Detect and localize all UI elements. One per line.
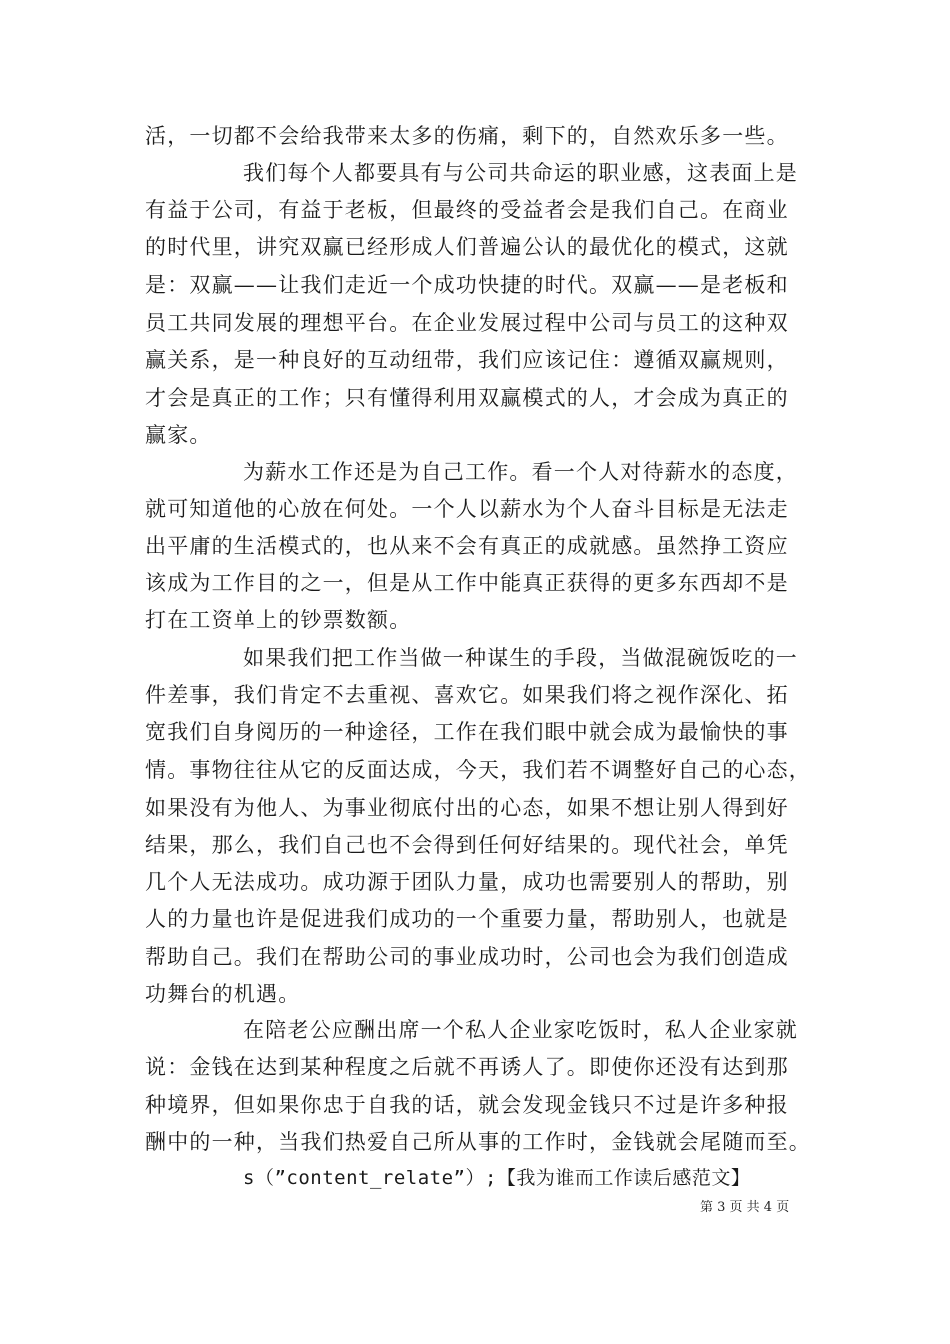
text-line: 件差事，我们肯定不去重视、喜欢它。如果我们将之视作深化、拓: [145, 683, 789, 707]
text-line: 在陪老公应酬出席一个私人企业家吃饭时，私人企业家就: [243, 1018, 798, 1042]
text-line: 是：双赢——让我们走近一个成功快捷的时代。双赢——是老板和: [145, 273, 789, 297]
text-line: 活，一切都不会给我带来太多的伤痛，剩下的，自然欢乐多一些。: [145, 124, 789, 148]
page-footer: 第 3 页 共 4 页: [700, 1200, 790, 1215]
text-line: 结果，那么，我们自己也不会得到任何好结果的。现代社会，单凭: [145, 833, 789, 857]
text-line: 我们每个人都要具有与公司共命运的职业感，这表面上是: [243, 161, 798, 185]
text-line: 打在工资单上的钞票数额。: [145, 608, 412, 632]
text-line: 赢关系，是一种良好的互动纽带，我们应该记住：遵循双赢规则，: [145, 348, 789, 372]
text-line: 如果没有为他人、为事业彻底付出的心态，如果不想让别人得到好: [145, 796, 789, 820]
text-line: 功舞台的机遇。: [145, 982, 301, 1006]
text-line: 几个人无法成功。成功源于团队力量，成功也需要别人的帮助，别: [145, 870, 789, 894]
text-line: 帮助自己。我们在帮助公司的事业成功时，公司也会为我们创造成: [145, 945, 789, 969]
text-line: 酬中的一种，当我们热爱自己所从事的工作时，金钱就会尾随而至。: [145, 1130, 811, 1154]
text-line: 有益于公司，有益于老板，但最终的受益者会是我们自己。在商业: [145, 198, 789, 222]
text-line: 宽我们自身阅历的一种途径，工作在我们眼中就会成为最愉快的事: [145, 720, 789, 744]
text-line: 就可知道他的心放在何处。一个人以薪水为个人奋斗目标是无法走: [145, 497, 789, 521]
text-line: 的时代里，讲究双赢已经形成人们普遍公认的最优化的模式，这就: [145, 235, 789, 259]
text-line: 赢家。: [145, 423, 212, 447]
text-line: 该成为工作目的之一，但是从工作中能真正获得的更多东西却不是: [145, 571, 789, 595]
text-line: 如果我们把工作当做一种谋生的手段，当做混碗饭吃的一: [243, 646, 798, 670]
text-line: 才会是真正的工作；只有懂得利用双赢模式的人，才会成为真正的: [145, 386, 789, 410]
text-line: 人的力量也许是促进我们成功的一个重要力量，帮助别人，也就是: [145, 907, 789, 931]
text-line: 出平庸的生活模式的，也从来不会有真正的成就感。虽然挣工资应: [145, 534, 789, 558]
text-line: 说：金钱在达到某种程度之后就不再诱人了。即使你还没有达到那: [145, 1055, 789, 1079]
text-line: 种境界，但如果你忠于自我的话，就会发现金钱只不过是许多种报: [145, 1093, 789, 1117]
text-line: 情。事物往往从它的反面达成，今天，我们若不调整好自己的心态，: [145, 758, 811, 782]
text-line: 员工共同发展的理想平台。在企业发展过程中公司与员工的这种双: [145, 311, 789, 335]
text-line: s（”content_relate”）;【我为谁而工作读后感范文】: [243, 1167, 751, 1189]
text-line: 为薪水工作还是为自己工作。看一个人对待薪水的态度，: [243, 460, 798, 484]
